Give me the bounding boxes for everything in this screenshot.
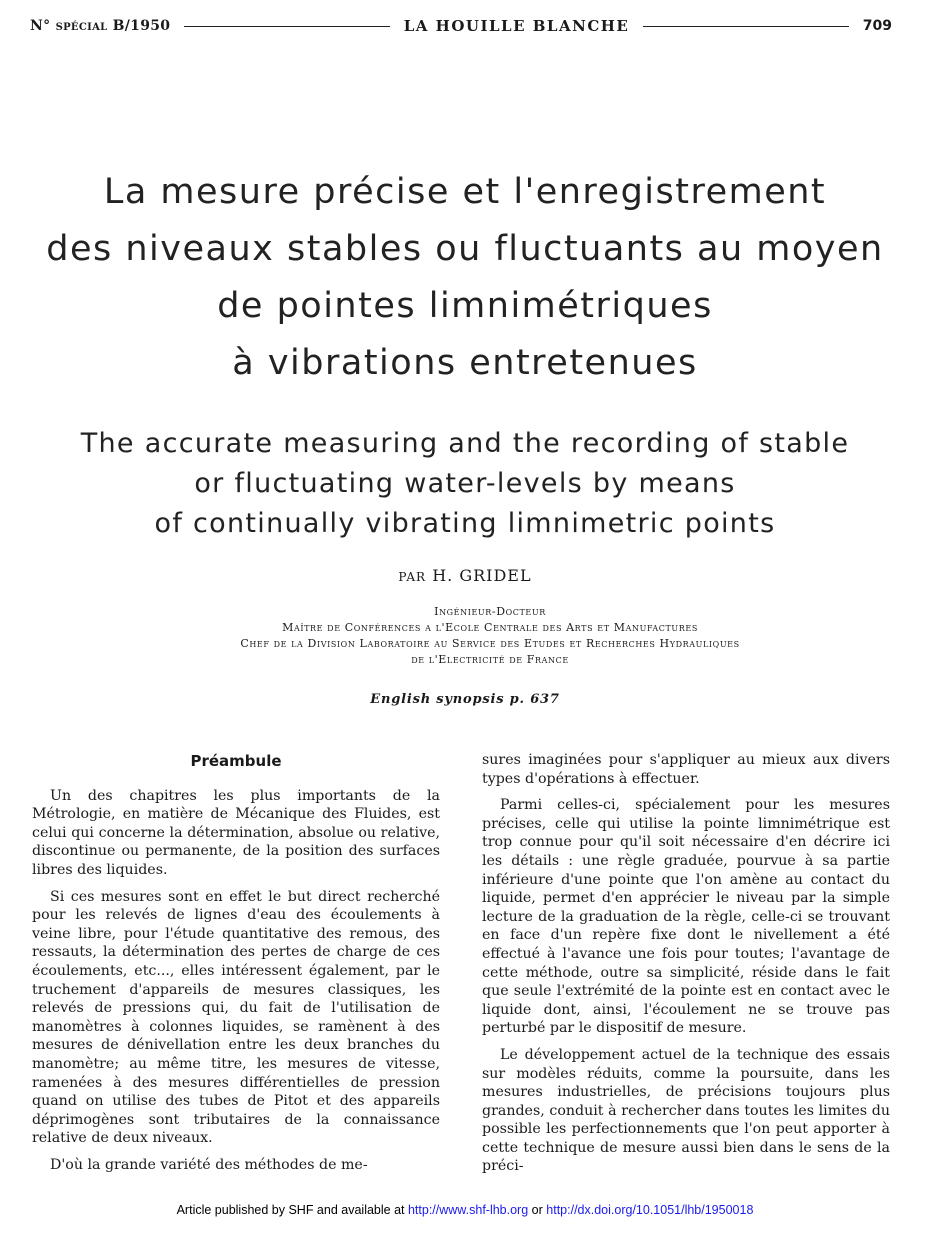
title-french-line: à vibrations entretenues (232, 343, 698, 383)
author-name: H. GRIDEL (432, 566, 532, 585)
right-column (482, 751, 890, 1184)
publication-footer (0, 1203, 930, 1217)
body-paragraph: Le développement actuel de la technique des essais sur modèles réduits, comme la poursuite, dans les mesures industrielles, de précisions toujours plus grandes, conduit à rechercher dans toutes les limites du possible les perfectionnements que l'on peut apporter à cette technique de mesure aussi bien dans le sens de la préci- (482, 1046, 890, 1175)
doi-link[interactable]: http://dx.doi.org/10.1051/lhb/1950018 (546, 1203, 754, 1217)
title-french-line: de pointes limnimétriques (217, 286, 713, 326)
author-affiliation (100, 604, 880, 668)
title-english-line: of continually vibrating limnimetric points (154, 508, 776, 539)
synopsis-reference: English synopsis p. 637 (370, 692, 560, 707)
page-number: 709 (862, 18, 892, 34)
title-english-line: or fluctuating water-levels by means (194, 468, 736, 499)
body-paragraph-continuation: sures imaginées pour s'appliquer au mieux aux divers types d'opérations à effectuer. (482, 752, 890, 787)
issue-label: N° spécial B/1950 (30, 18, 171, 34)
header-rule-left (184, 26, 389, 27)
body-paragraph: D'où la grande variété des méthodes de me- (50, 1156, 368, 1173)
title-english (20, 424, 910, 544)
section-heading: Préambule (190, 752, 282, 770)
title-french-line: La mesure précise et l'enregistrement (103, 172, 827, 212)
title-french-line: des niveaux stables ou fluctuants au moyen (46, 229, 884, 269)
affiliation-line: Maître de Conférences a l'Ecole Centrale des Arts et Manufactures (282, 621, 698, 634)
affiliation-line: Chef de la Division Laboratoire au Service des Etudes et Recherches Hydrauliques (240, 637, 740, 650)
body-paragraph: Un des chapitres les plus importants de la Métrologie, en matière de Mécanique des Fluides, est celui qui concerne la détermination, absolue ou relative, discontinue ou permanente, de la position des surfaces libres des liquides. (32, 787, 440, 878)
title-french (20, 164, 910, 392)
author-byline (0, 566, 930, 585)
body-paragraph: Parmi celles-ci, spécialement pour les mesures précises, celle qui utilise la pointe limnimétrique est trop connue pour qu'il soit nécessaire d'en décrire ici les détails : une règle graduée, pourvue à sa partie inférieure d'une pointe que l'on amène au contact du liquide, permet d'en apprécier le niveau par la simple lecture de la graduation de la règle, celle-ci se trouvant en face d'un repère fixe dont le nivellement a été effectué à l'avance une fois pour toutes; l'avantage de cette méthode, outre sa simplicité, réside dans le fait que seule l'extrémité de la pointe est en contact avec le liquide dont, ainsi, l'écoulement ne se trouve pas perturbé par le dispositif de mesure. (482, 797, 890, 1037)
journal-name: LA HOUILLE BLANCHE (403, 17, 630, 35)
shf-link[interactable]: http://www.shf-lhb.org (407, 1203, 529, 1217)
author-prefix: PAR (398, 570, 427, 584)
affiliation-line: Ingénieur-Docteur (434, 605, 546, 618)
affiliation-line: de l'Electricité de France (411, 653, 569, 666)
footer-text: Article published by SHF and available at (176, 1203, 405, 1217)
running-header (30, 14, 892, 38)
footer-or: or (531, 1203, 543, 1217)
title-english-line: The accurate measuring and the recording of stable (80, 428, 850, 459)
header-rule-right (643, 26, 848, 27)
left-column (32, 752, 440, 1182)
body-paragraph: Si ces mesures sont en effet le but direct recherché pour les relevés de lignes d'eau des écoulements à veine libre, pour l'étude quantitative des remous, des ressauts, la détermination des pertes de charge de ces écoulements, etc..., elles intéressent également, par le truchement d'appareils de mesures classiques, les relevés de pressions qui, du fait de l'utilisation de manomètres à colonnes liquides, se ramènent à des mesures de dénivellation entre les deux branches du manomètre; au même titre, les mesures de vitesse, ramenées à des mesures différentielles de pression quand on utilise des tubes de Pitot et des appareils déprimogènes sont tributaires de la connaissance relative de deux niveaux. (32, 888, 440, 1147)
